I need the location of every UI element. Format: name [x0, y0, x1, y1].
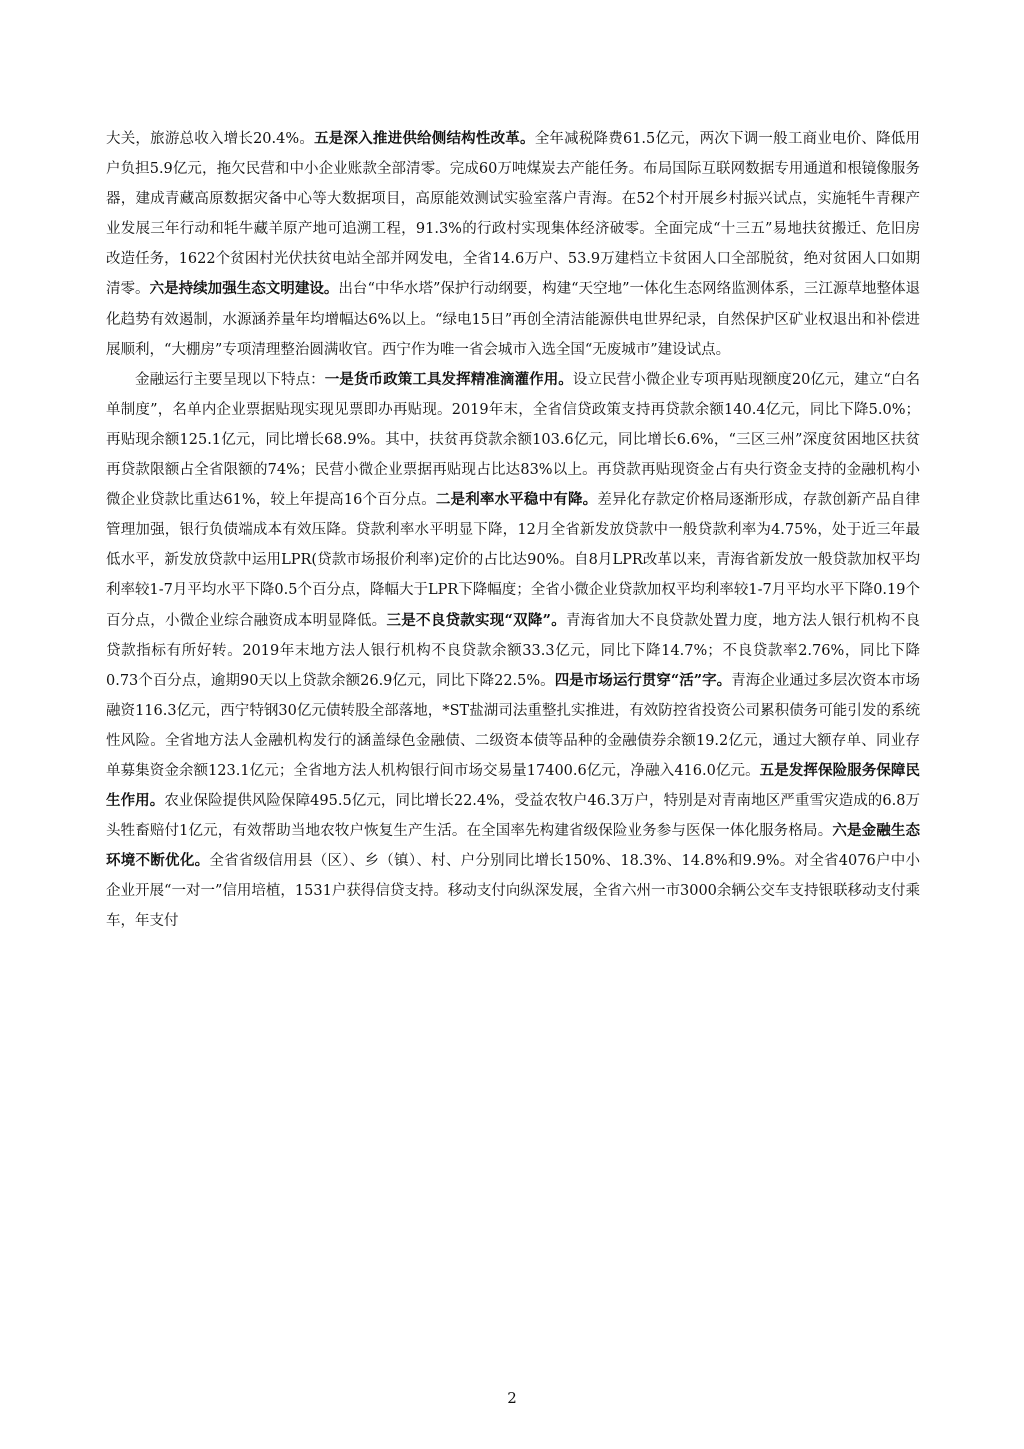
heading-one-monetary-policy: 一是货币政策工具发挥精准滴灌作用。: [324, 370, 573, 388]
heading-six-financial-ecology: 六是金融生态环境不断优化。: [106, 822, 920, 870]
paragraph-finance: [106, 365, 920, 937]
paragraph-economy: [106, 124, 920, 365]
sentence: 农业保险提供风险保障495.5亿元，同比增长22.4%，受益农牧户46.3万户，特别是对青南地区严重雪灾造成的6.8万头牲畜赔付1亿元，有效帮助当地农牧户恢复生产生活。在全国率先构建省级保险业务参与医保一体化服务格局。: [106, 793, 921, 840]
heading-six-ecological-civilization: 六是持续加强生态文明建设。: [149, 280, 339, 298]
sentence: 全年减税降费61.5亿元，两次下调一般工商业电价、降低用户负担5.9亿元，拖欠民营和中小企业账款全部清零。完成60万吨煤炭去产能任务。布局国际互联网数据专用通道和根镜像服务器，建成青藏高原数据灾备中心等大数据项目，高原能效测试实验室落户青海。在52个村开展乡村振兴试点，实施牦牛青稞产业发展三年行动和牦牛藏羊原产地可追溯工程，91.3%的行政村实现集体经济破零。全面完成“十三五”易地扶贫搬迁、危旧房改造任务，1622个贫困村光伏扶贫电站全部并网发电，全省14.6万户、53.9万建档立卡贫困人口全部脱贫，绝对贫困人口如期清零。: [106, 131, 921, 298]
heading-four-market-operation: 四是市场运行贯穿“活”字。: [554, 671, 732, 689]
sentence: 青海省加大不良贷款处置力度，地方法人银行机构不良贷款指标有所好转。2019年末地方法人银行机构不良贷款余额33.3亿元，同比下降14.7%；不良贷款率2.76%，同比下降0.73个百分点，逾期90天以上贷款余额26.9亿元，同比下降22.5%。: [106, 612, 921, 689]
heading-five-supply-side-reform: 五是深入推进供给侧结构性改革。: [314, 130, 535, 147]
heading-three-nonperforming-loans: 三是不良贷款实现“双降”。: [386, 611, 567, 629]
sentence: 全省省级信用县（区）、乡（镇）、村、户分别同比增长150%、18.3%、14.8%和9.9%。对全省4076户中小企业开展“一对一”信用培植，1531户获得信贷支持。移动支付向纵深发展，全省六州一市3000余辆公交车支持银联移动支付乘车，年支付: [106, 853, 920, 930]
body-text: [106, 124, 920, 937]
heading-five-insurance: 五是发挥保险服务保障民生作用。: [106, 761, 921, 810]
sentence: 青海企业通过多层次资本市场融资116.3亿元，西宁特钢30亿元债转股全部落地，*ST盐湖司法重整扎实推进，有效防控省投资公司累积债务可能引发的系统性风险。全省地方法人金融机构发行的涵盖绿色金融债、二级资本债等品种的金融债券余额19.2亿元，通过大额存单、同业存单募集资金余额123.1亿元；全省地方法人机构银行间市场交易量17400.6亿元，净融入416.0亿元。: [106, 672, 921, 779]
sentence: 金融运行主要呈现以下特点：: [135, 371, 325, 388]
sentence: 差异化存款定价格局逐渐形成，存款创新产品自律管理加强，银行负债端成本有效压降。贷款利率水平明显下降，12月全省新发放贷款中一般贷款利率为4.75%，处于近三年最低水平，新发放贷款中运用LPR(贷款市场报价利率)定价的占比达90%。自8月LPR改革以来，青海省新发放一般贷款加权平均利率较1-7月平均水平下降0.5个百分点，降幅大于LPR下降幅度；全省小微企业贷款加权平均利率较1-7月平均水平下降0.19个百分点，小微企业综合融资成本明显降低。: [106, 492, 921, 629]
sentence: 设立民营小微企业专项再贴现额度20亿元，建立“白名单制度”，名单内企业票据贴现实现见票即办再贴现。2019年末，全省信贷政策支持再贷款余额140.4亿元，同比下降5.0%；再贴现余额125.1亿元，同比增长68.9%。其中，扶贫再贷款余额103.6亿元，同比增长6.6%，“三区三州”深度贫困地区扶贫再贷款限额占全省限额的74%；民营小微企业票据再贴现占比达83%以上。再贷款再贴现资金占有央行资金支持的金融机构小微企业贷款比重达61%，较上年提高16个百分点。: [106, 371, 921, 509]
sentence: 出台“中华水塔”保护行动纲要，构建“天空地”一体化生态网络监测体系，三江源草地整体退化趋势有效遏制，水源涵养量年均增幅达6%以上。“绿电15日”再创全清洁能源供电世界纪录，自然保护区矿业权退出和补偿进展顺利，“大棚房”专项清理整治圆满收官。西宁作为唯一省会城市入选全国“无废城市”建设试点。: [106, 281, 921, 358]
page-number: 2: [507, 1389, 517, 1407]
heading-two-interest-rate: 二是利率水平稳中有降。: [435, 491, 598, 509]
sentence: 大关，旅游总收入增长20.4%。: [106, 131, 315, 147]
